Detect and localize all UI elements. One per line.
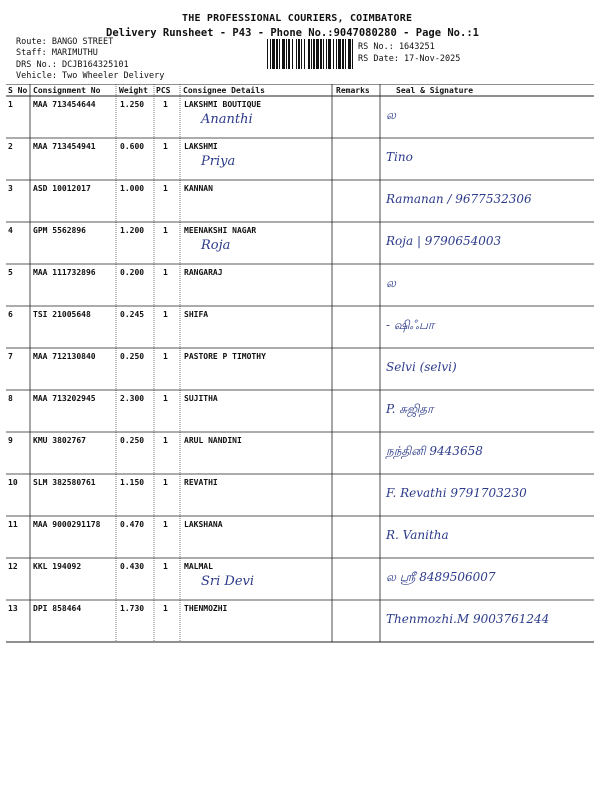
table-row xyxy=(6,264,594,306)
weight-value: 0.430 xyxy=(120,562,145,571)
receiver-signature: Tino xyxy=(386,150,413,164)
barcode-bar xyxy=(316,39,319,69)
consignee-name: ARUL NANDINI xyxy=(184,436,242,445)
receiver-signature: - ஷிஃபா xyxy=(386,318,435,332)
pcs-count: 1 xyxy=(163,478,168,487)
serial-number: 13 xyxy=(8,604,18,613)
consignment-number: DPI 858464 xyxy=(33,604,82,613)
weight-value: 1.200 xyxy=(120,226,145,235)
consignment-number: GPM 5562896 xyxy=(33,226,86,235)
serial-number: 10 xyxy=(8,478,18,487)
barcode-bar xyxy=(323,39,324,69)
consignee-name: LAKSHMI xyxy=(184,142,218,151)
pcs-count: 1 xyxy=(163,142,168,151)
weight-value: 0.470 xyxy=(120,520,145,529)
serial-number: 11 xyxy=(8,520,18,529)
barcode-bar xyxy=(276,39,278,69)
barcode-bar xyxy=(336,39,337,69)
consignee-name: MALMAL xyxy=(184,562,213,571)
barcode-bar xyxy=(308,39,310,69)
serial-number: 2 xyxy=(8,142,13,151)
consignment-number: MAA 111732896 xyxy=(33,268,96,277)
barcode-bar xyxy=(301,39,302,69)
column-header: S No xyxy=(8,86,28,95)
receiver-signature: Selvi (selvi) xyxy=(386,360,457,374)
column-header: Consignee Details xyxy=(183,86,265,95)
table-row xyxy=(6,306,594,348)
receiver-signature: ல xyxy=(386,108,396,122)
table-row xyxy=(6,222,594,264)
rs-number: RS No.: 1643251 xyxy=(358,42,435,52)
barcode-bar xyxy=(345,39,346,69)
consignment-number: KMU 3802767 xyxy=(33,436,86,445)
receiver-signature: ல xyxy=(386,276,396,290)
barcode-bar xyxy=(348,39,351,69)
barcode-bar xyxy=(267,39,268,69)
handwritten-receiver-name: Priya xyxy=(201,154,236,169)
weight-value: 0.250 xyxy=(120,352,145,361)
barcode-bar xyxy=(272,39,275,69)
serial-number: 8 xyxy=(8,394,13,403)
column-header: Weight xyxy=(119,86,148,95)
serial-number: 6 xyxy=(8,310,13,319)
barcode-bar xyxy=(286,39,287,69)
barcode-bar xyxy=(298,39,300,69)
consignment-number: MAA 9000291178 xyxy=(33,520,101,529)
pcs-count: 1 xyxy=(163,100,168,109)
barcode-bar xyxy=(352,39,353,69)
company-name: THE PROFESSIONAL COURIERS, COIMBATORE xyxy=(182,13,413,24)
consignment-number: SLM 382580761 xyxy=(33,478,96,487)
consignee-name: THENMOZHI xyxy=(184,604,228,613)
barcode-bar xyxy=(282,39,285,69)
column-header: Consignment No xyxy=(33,86,101,95)
drs-number: DRS No.: DCJB164325101 xyxy=(16,60,129,70)
consignment-number: KKL 194092 xyxy=(33,562,82,571)
vehicle-label: Vehicle: Two Wheeler Delivery xyxy=(16,71,165,81)
runsheet-title: Delivery Runsheet - P43 - Phone No.:9047080280 - Page No.:1 xyxy=(106,27,479,39)
consignee-name: LAKSHANA xyxy=(184,520,223,529)
pcs-count: 1 xyxy=(163,520,168,529)
consignee-name: MEENAKSHI NAGAR xyxy=(184,226,257,235)
table-row xyxy=(6,432,594,474)
weight-value: 1.000 xyxy=(120,184,145,193)
barcode-bar xyxy=(304,39,305,69)
serial-number: 4 xyxy=(8,226,13,235)
pcs-count: 1 xyxy=(163,562,168,571)
receiver-signature: ல ஸ்ரீ 8489506007 xyxy=(386,570,496,584)
table-row xyxy=(6,474,594,516)
pcs-count: 1 xyxy=(163,436,168,445)
table-row xyxy=(6,600,594,642)
handwritten-receiver-name: Sri Devi xyxy=(201,574,255,589)
consignment-number: MAA 713454644 xyxy=(33,100,96,109)
weight-value: 2.300 xyxy=(120,394,145,403)
receiver-signature: Roja | 9790654003 xyxy=(386,234,502,248)
barcode-bar xyxy=(320,39,322,69)
weight-value: 0.245 xyxy=(120,310,145,319)
consignee-name: SHIFA xyxy=(184,310,209,319)
receiver-signature: Ramanan / 9677532306 xyxy=(386,192,532,206)
serial-number: 3 xyxy=(8,184,13,193)
consignment-number: MAA 713202945 xyxy=(33,394,96,403)
runsheet-table xyxy=(6,84,594,654)
pcs-count: 1 xyxy=(163,226,168,235)
pcs-count: 1 xyxy=(163,310,168,319)
consignee-name: RANGARAJ xyxy=(184,268,223,277)
barcode-bar xyxy=(313,39,315,69)
table-row xyxy=(6,180,594,222)
barcode-bar xyxy=(333,39,334,69)
table-row xyxy=(6,96,594,138)
pcs-count: 1 xyxy=(163,604,168,613)
table-row xyxy=(6,348,594,390)
column-header: Remarks xyxy=(336,86,370,95)
pcs-count: 1 xyxy=(163,352,168,361)
rs-date: RS Date: 17-Nov-2025 xyxy=(358,54,461,64)
barcode-bar xyxy=(338,39,341,69)
serial-number: 5 xyxy=(8,268,13,277)
barcode-bar xyxy=(279,39,280,69)
weight-value: 1.250 xyxy=(120,100,145,109)
barcode-bar xyxy=(288,39,290,69)
handwritten-receiver-name: Roja xyxy=(201,238,231,253)
handwritten-receiver-name: Ananthi xyxy=(201,112,253,127)
serial-number: 7 xyxy=(8,352,13,361)
serial-number: 9 xyxy=(8,436,13,445)
consignee-name: LAKSHMI BOUTIQUE xyxy=(184,100,262,109)
table-row xyxy=(6,516,594,558)
consignee-name: PASTORE P TIMOTHY xyxy=(184,352,266,361)
consignee-name: SUJITHA xyxy=(184,394,218,403)
weight-value: 1.730 xyxy=(120,604,145,613)
barcode-bar xyxy=(328,39,331,69)
pcs-count: 1 xyxy=(163,394,168,403)
weight-value: 0.250 xyxy=(120,436,145,445)
barcode-bar xyxy=(342,39,344,69)
consignment-number: ASD 10012017 xyxy=(33,184,91,193)
barcode-bar xyxy=(292,39,293,69)
table-row xyxy=(6,390,594,432)
barcode-bar xyxy=(311,39,312,69)
pcs-count: 1 xyxy=(163,268,168,277)
barcode-bar xyxy=(270,39,271,69)
receiver-signature: P. சுஜிதா xyxy=(386,402,434,416)
table-row xyxy=(6,138,594,180)
receiver-signature: F. Revathi 9791703230 xyxy=(386,486,527,500)
barcode-image xyxy=(267,39,354,69)
receiver-signature: Thenmozhi.M 9003761244 xyxy=(386,612,550,626)
table-row xyxy=(6,558,594,600)
consignment-number: MAA 713454941 xyxy=(33,142,96,151)
pcs-count: 1 xyxy=(163,184,168,193)
consignment-number: TSI 21005648 xyxy=(33,310,91,319)
route-label: Route: BANGO STREET xyxy=(16,37,114,47)
weight-value: 0.600 xyxy=(120,142,145,151)
consignee-name: KANNAN xyxy=(184,184,213,193)
serial-number: 1 xyxy=(8,100,13,109)
receiver-signature: R. Vanitha xyxy=(386,528,449,542)
weight-value: 0.200 xyxy=(120,268,145,277)
consignee-name: REVATHI xyxy=(184,478,218,487)
column-header: PCS xyxy=(156,86,171,95)
receiver-signature: நந்தினி 9443658 xyxy=(386,444,483,458)
staff-label: Staff: MARIMUTHU xyxy=(16,48,98,58)
barcode-bar xyxy=(326,39,327,69)
serial-number: 12 xyxy=(8,562,18,571)
column-header: Seal & Signature xyxy=(396,86,474,95)
weight-value: 1.150 xyxy=(120,478,145,487)
barcode-bar xyxy=(296,39,297,69)
consignment-number: MAA 712130840 xyxy=(33,352,96,361)
